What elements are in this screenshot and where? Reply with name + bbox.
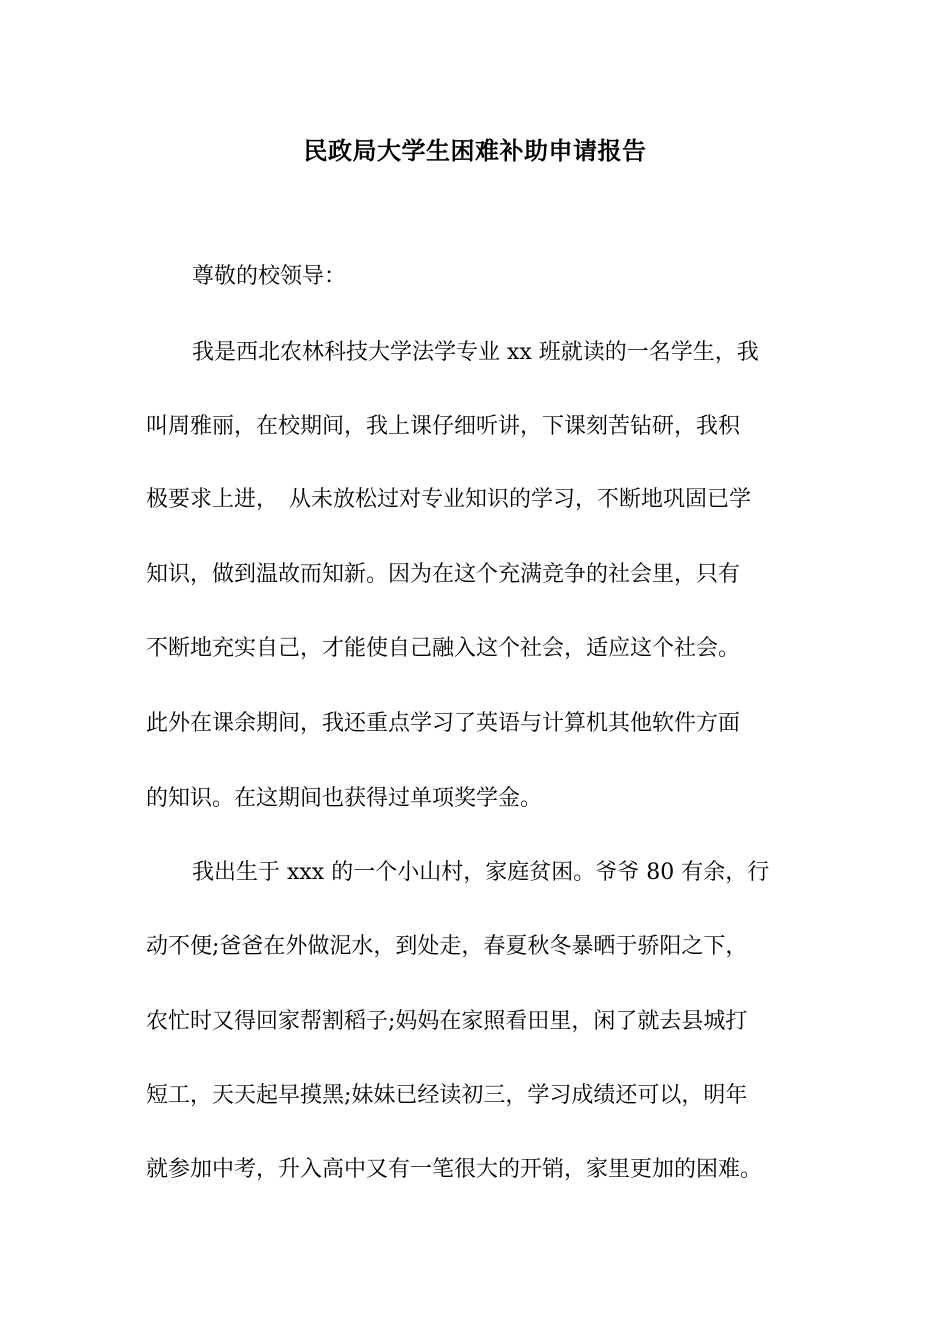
paragraph-line: 就参加中考，升入高中又有一笔很大的开销，家里更加的困难。 [146, 1157, 763, 1182]
paragraph-line: 叫周雅丽，在校期间，我上课仔细听讲，下课刻苦钻研，我积 [146, 414, 741, 439]
paragraph-line: 不断地充实自己，才能使自己融入这个社会，适应这个社会。 [146, 636, 741, 661]
paragraph-line: 农忙时又得回家帮割稻子;妈妈在家照看田里，闲了就去县城打 [146, 1009, 748, 1034]
paragraph-line: 短工，天天起早摸黑;妹妹已经读初三，学习成绩还可以，明年 [146, 1083, 748, 1108]
paragraph-line: 此外在课余期间，我还重点学习了英语与计算机其他软件方面 [146, 711, 741, 736]
paragraph-line: 我出生于 xxx 的一个小山村，家庭贫困。爷爷 80 有余，行 [192, 860, 770, 885]
paragraph-line: 动不便;爸爸在外做泥水，到处走，春夏秋冬暴晒于骄阳之下， [146, 934, 748, 959]
paragraph-line: 我是西北农林科技大学法学专业 xx 班就读的一名学生，我 [192, 340, 759, 365]
paragraph-line: 知识，做到温故而知新。因为在这个充满竞争的社会里，只有 [146, 562, 741, 587]
paragraph-line: 的知识。在这期间也获得过单项奖学金。 [146, 786, 543, 811]
salutation-line: 尊敬的校领导： [192, 264, 347, 289]
document-title: 民政局大学生困难补助申请报告 [303, 136, 647, 165]
paragraph-line: 极要求上进， 从未放松过对专业知识的学习，不断地巩固已学 [146, 487, 752, 512]
